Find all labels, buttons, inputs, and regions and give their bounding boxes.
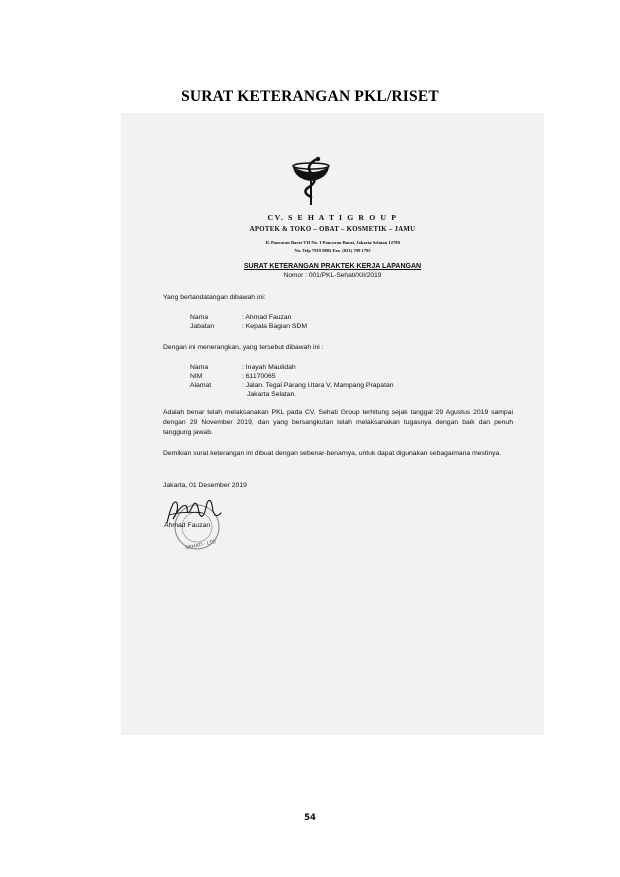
address-line: Jl. Pancoran Barat VII No. 1 Pancoran Barat, Jakarta Selatan 12780 — [265, 240, 400, 245]
signer-position-label: Jabatan — [190, 323, 215, 330]
student-name-label: Nama — [190, 364, 209, 371]
company-name: CV. S E H A T I G R O U P — [267, 213, 398, 222]
page-number: 54 — [304, 813, 316, 823]
company-address — [121, 239, 544, 254]
body-paragraph: Adalah benar telah melaksanakan PKL pada CV. Sehati Group terhitung sejak tanggal 29 Agustus 2019 sampai dengan 29 November 2019, dan yang bersangkutan telah melaksanakan tugasnya dengan baik dan penuh tanggung jawab. — [163, 409, 513, 436]
intro-text: Yang bertandatangan dibawah ini: — [163, 294, 266, 301]
company-business-lines: APOTEK & TOKO – OBAT – KOSMETIK – JAMU — [249, 226, 416, 233]
student-nim-label: NIM — [190, 373, 203, 380]
student-address-value-2: Jakarta Selatan. — [247, 391, 297, 398]
svg-text:SEHATI · LTD: SEHATI · LTD — [184, 539, 217, 552]
student-name-value: : Inayah Maulidah — [242, 364, 296, 371]
signer-position-value: : Kepala Bagian SDM — [242, 323, 307, 330]
phone-line: No. Telp 7919 0882 Fax. (021) 799 1795 — [294, 247, 371, 253]
closing-paragraph: Demikian surat keterangan ini dibuat dengan sebenar-benarnya, untuk dapat digunakan sebagaimana mestinya. — [163, 450, 502, 457]
statement-intro: Dengan ini menerangkan, yang tersebut dibawah ini : — [163, 344, 324, 351]
signature-name: Ahmad Fauzan — [164, 522, 211, 529]
student-address-value: : Jalan. Tegal Parang Utara V, Mampang Prapatan — [242, 382, 394, 389]
signer-name-label: Nama — [190, 314, 209, 321]
pharmacy-bowl-logo-icon — [289, 155, 333, 207]
scanned-letter — [121, 113, 544, 735]
letter-title: SURAT KETERANGAN PRAKTEK KERJA LAPANGAN — [243, 263, 422, 270]
student-address-label: Alamat — [190, 382, 212, 389]
place-date: Jakarta, 01 Desember 2019 — [163, 482, 247, 489]
letter-number: Nomor : 001/PKL-Sehati/XII/2019 — [283, 272, 382, 279]
signer-name-value: : Ahmad Fauzan — [242, 314, 292, 321]
page-title: SURAT KETERANGAN PKL/RISET — [181, 88, 439, 105]
student-nim-value: : 61170065 — [242, 373, 276, 380]
